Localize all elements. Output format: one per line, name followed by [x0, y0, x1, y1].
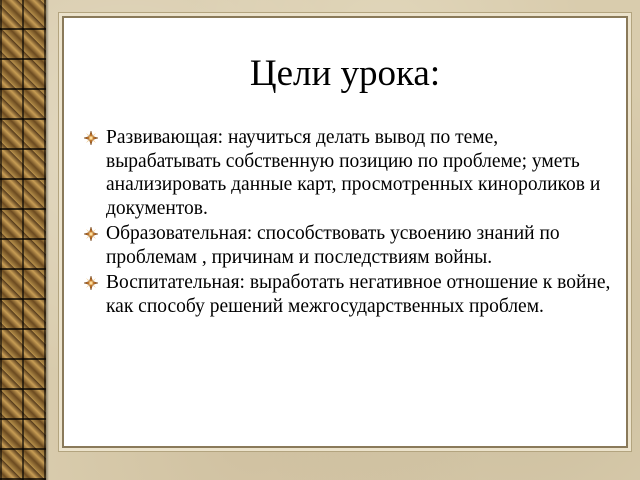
star-bullet-icon	[84, 276, 98, 290]
bullet-text: Развивающая: научиться делать вывод по теме, вырабатывать собственную позицию по проблеме; уметь анализировать данные карт, просмотренных кинороликов и документов.	[106, 127, 601, 219]
list-item	[84, 126, 614, 220]
strip-shadow	[46, 0, 49, 480]
decorative-texture-strip	[0, 0, 46, 480]
slide-title: Цели урока:	[249, 53, 441, 94]
star-bullet-icon	[84, 227, 98, 241]
bullet-text: Воспитательная: выработать негативное отношение к войне, как способу решений межгосударственных проблем.	[106, 272, 611, 317]
slide-content-panel	[62, 16, 628, 448]
list-item	[84, 222, 614, 269]
list-item	[84, 271, 614, 318]
star-bullet-icon	[84, 131, 98, 145]
goals-list	[84, 126, 614, 320]
bullet-text: Образовательная: способствовать усвоению знаний по проблемам , причинам и последствиям войны.	[106, 223, 560, 268]
